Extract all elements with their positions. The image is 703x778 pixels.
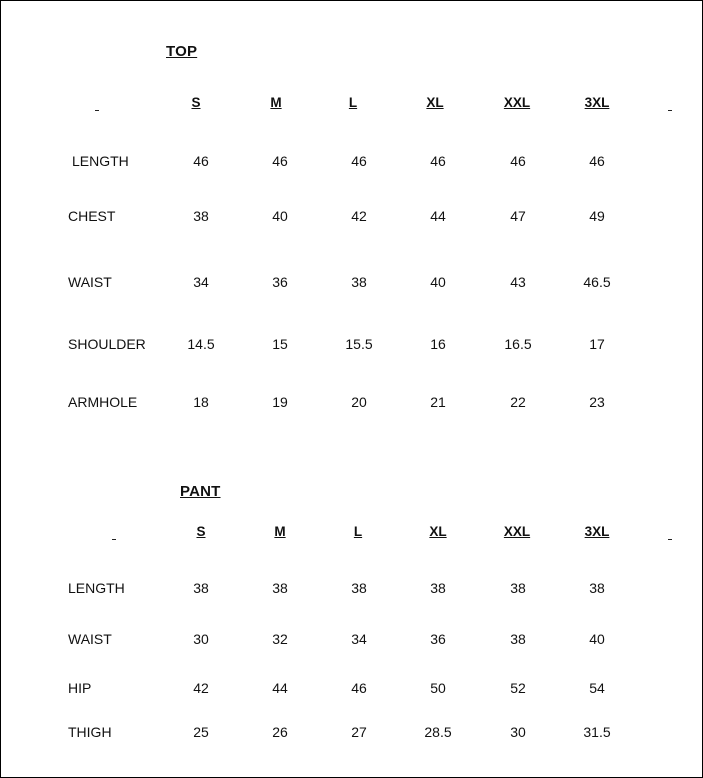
top-col-header: S: [191, 95, 201, 110]
pant-cell: 46: [351, 680, 367, 696]
pant-cell: 44: [272, 680, 288, 696]
top-row-label: CHEST: [68, 208, 116, 224]
top-cell: 15: [272, 336, 288, 352]
top-cell: 44: [430, 208, 446, 224]
pant-col-header: XXL: [503, 524, 531, 539]
top-col-header: L: [348, 95, 358, 110]
top-cell: 16.5: [504, 336, 532, 352]
top-cell: 18: [193, 394, 209, 410]
top-cell: 46.5: [583, 274, 611, 290]
top-col-header: XL: [426, 95, 444, 110]
top-section-title: TOP: [166, 43, 198, 60]
pant-row-label: WAIST: [68, 631, 112, 647]
pant-cell: 30: [193, 631, 209, 647]
top-row-label: SHOULDER: [68, 336, 146, 352]
top-cell: 40: [430, 274, 446, 290]
top-cell: 46: [351, 153, 367, 169]
top-row-label: WAIST: [68, 274, 112, 290]
pant-cell: 28.5: [424, 724, 452, 740]
pant-cell: 30: [510, 724, 526, 740]
top-cell: 47: [510, 208, 526, 224]
top-cell: 49: [589, 208, 605, 224]
pant-cell: 32: [272, 631, 288, 647]
pant-col-header: L: [353, 524, 363, 539]
pant-cell: 25: [193, 724, 209, 740]
top-cell: 42: [351, 208, 367, 224]
pant-cell: 38: [589, 580, 605, 596]
top-cell: 17: [589, 336, 605, 352]
top-cell: 40: [272, 208, 288, 224]
pant-cell: 38: [430, 580, 446, 596]
top-cell: 38: [351, 274, 367, 290]
header-blank-left: [112, 539, 116, 540]
top-cell: 14.5: [187, 336, 215, 352]
top-cell: 46: [193, 153, 209, 169]
top-col-header: XXL: [503, 95, 531, 110]
pant-cell: 36: [430, 631, 446, 647]
top-cell: 21: [430, 394, 446, 410]
pant-cell: 38: [510, 631, 526, 647]
top-col-header: 3XL: [584, 95, 610, 110]
pant-cell: 26: [272, 724, 288, 740]
top-cell: 19: [272, 394, 288, 410]
top-cell: 43: [510, 274, 526, 290]
pant-col-header: XL: [429, 524, 447, 539]
top-cell: 15.5: [345, 336, 373, 352]
top-cell: 46: [272, 153, 288, 169]
top-cell: 34: [193, 274, 209, 290]
pant-col-header: S: [196, 524, 206, 539]
pant-cell: 52: [510, 680, 526, 696]
top-cell: 20: [351, 394, 367, 410]
pant-cell: 40: [589, 631, 605, 647]
top-cell: 46: [589, 153, 605, 169]
pant-cell: 50: [430, 680, 446, 696]
top-cell: 38: [193, 208, 209, 224]
top-row-label: LENGTH: [72, 153, 129, 169]
pant-cell: 54: [589, 680, 605, 696]
pant-col-header: 3XL: [584, 524, 610, 539]
top-row-label: ARMHOLE: [68, 394, 138, 410]
header-blank-right: [668, 110, 672, 111]
top-cell: 36: [272, 274, 288, 290]
pant-cell: 38: [510, 580, 526, 596]
pant-row-label: THIGH: [68, 724, 112, 740]
header-blank-right: [668, 539, 672, 540]
top-cell: 23: [589, 394, 605, 410]
pant-section-title: PANT: [180, 483, 221, 500]
top-cell: 16: [430, 336, 446, 352]
pant-row-label: HIP: [68, 680, 92, 696]
top-cell: 46: [510, 153, 526, 169]
pant-col-header: M: [274, 524, 286, 539]
pant-cell: 38: [272, 580, 288, 596]
top-col-header: M: [270, 95, 282, 110]
pant-cell: 42: [193, 680, 209, 696]
pant-cell: 34: [351, 631, 367, 647]
top-cell: 22: [510, 394, 526, 410]
pant-row-label: LENGTH: [68, 580, 125, 596]
pant-cell: 27: [351, 724, 367, 740]
top-cell: 46: [430, 153, 446, 169]
pant-cell: 38: [351, 580, 367, 596]
header-blank-left: [95, 110, 99, 111]
pant-cell: 31.5: [583, 724, 611, 740]
pant-cell: 38: [193, 580, 209, 596]
